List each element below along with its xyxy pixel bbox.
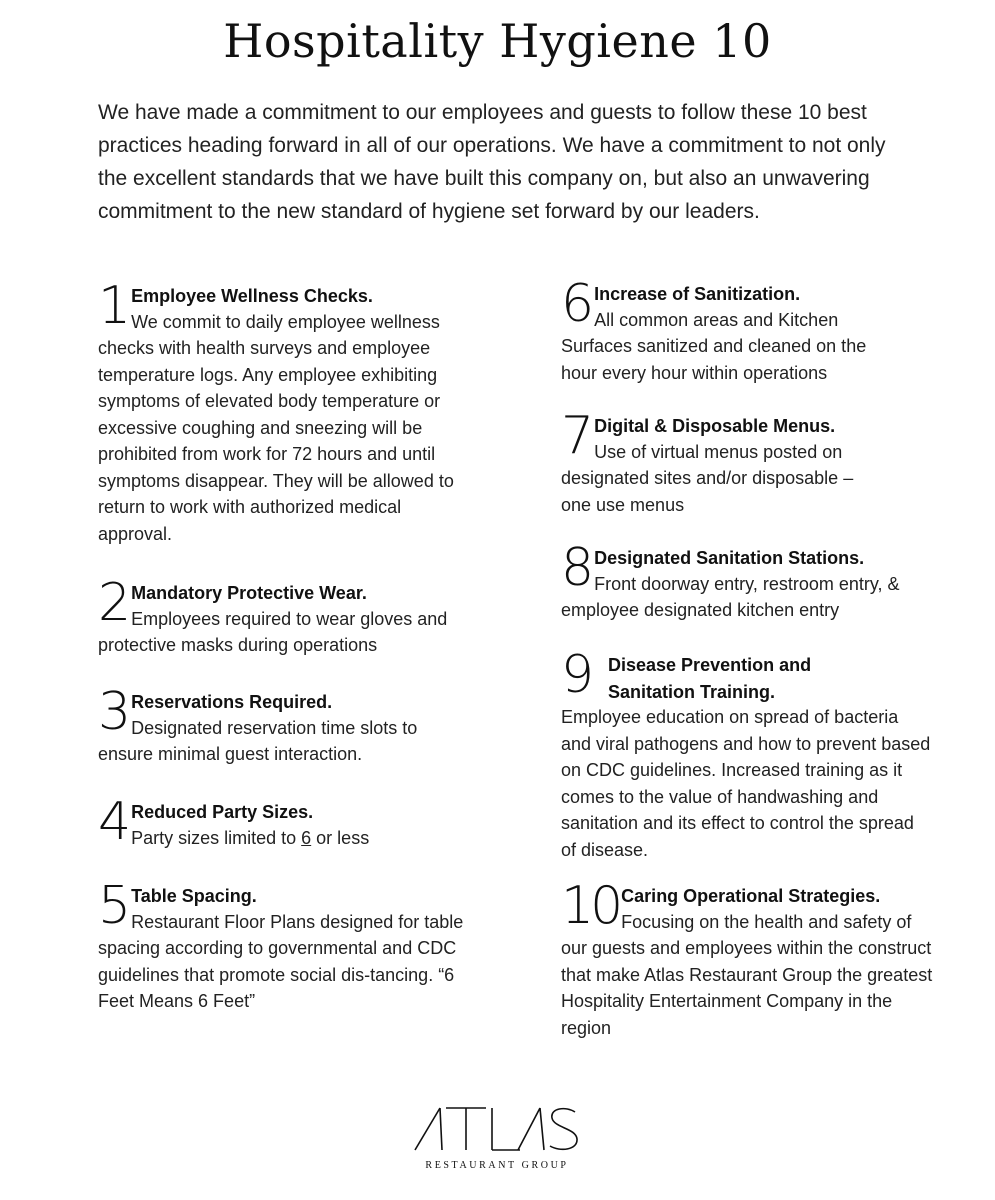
logo-subtitle: RESTAURANT GROUP (425, 1160, 569, 1171)
item-heading: Designated Sanitation Stations. (594, 548, 865, 568)
item-body: Employees required to wear gloves and protective masks during operations (98, 608, 448, 655)
item-heading: Reservations Required. (131, 692, 333, 712)
practice-item-4 (98, 792, 478, 852)
practice-item-3 (98, 682, 443, 768)
item-body: Employee education on spread of bacteria and viral pathogens and how to prevent based on CDC guidelines. Increased training as it comes to the value of handwashing and sanitation and its effect to control the spread of disease. (561, 707, 931, 860)
item-heading: Caring Operational Strategies. (621, 886, 881, 906)
item-number: 4 (98, 792, 132, 852)
intro-paragraph: We have made a commitment to our employees and guests to follow these 10 best practices heading forward in all of our operations. We have a commitment to not only the excellent standards that we have built this company on, but also an unwavering commitment to the new standard of hygiene set forward by our leaders. (98, 101, 886, 223)
practice-item-7 (561, 406, 881, 518)
practice-item-5 (98, 876, 466, 1015)
atlas-logo (0, 1100, 995, 1180)
item-body: Restaurant Floor Plans designed for table spacing according to governmental and CDC guidelines that promote social dis-tancing. “6 Feet Means 6 Feet” (98, 911, 464, 1011)
item-body-after: or less (311, 827, 370, 848)
item-number: 6 (561, 274, 595, 334)
item-number: 2 (98, 573, 132, 633)
item-body: All common areas and Kitchen Surfaces sanitized and cleaned on the hour every hour within operations (561, 309, 867, 383)
item-body: Front doorway entry, restroom entry, & employee designated kitchen entry (561, 573, 900, 620)
item-heading: Table Spacing. (131, 886, 257, 906)
item-heading: Disease Prevention and Sanitation Training. (608, 655, 812, 702)
item-number: 8 (561, 538, 595, 598)
item-heading: Digital & Disposable Menus. (594, 416, 836, 436)
item-heading: Employee Wellness Checks. (131, 286, 373, 306)
item-number: 9 (561, 645, 595, 705)
item-body: Focusing on the health and safety of our guests and employees within the construct that make Atlas Restaurant Group the greatest Hospitality Entertainment Company in the region (561, 911, 933, 1038)
item-body: Designated reservation time slots to ensure minimal guest interaction. (98, 717, 418, 764)
item-body-before: Party sizes limited to (131, 827, 302, 848)
practice-item-8 (561, 538, 941, 624)
practice-item-9 (561, 645, 931, 863)
item-body: Use of virtual menus posted on designated sites and/or disposable – one use menus (561, 441, 854, 515)
item-number: 7 (561, 406, 595, 466)
item-heading: Increase of Sanitization. (594, 284, 801, 304)
practice-item-2 (98, 573, 458, 659)
item-number: 5 (98, 876, 132, 936)
item-number: 3 (98, 682, 132, 742)
practice-item-6 (561, 274, 881, 386)
item-heading: Mandatory Protective Wear. (131, 583, 367, 603)
item-number: 10 (561, 876, 620, 936)
item-number: 1 (98, 276, 132, 336)
item-heading: Reduced Party Sizes. (131, 802, 314, 822)
item-body: We commit to daily employee wellness checks with health surveys and employee temperature logs. Any employee exhibiting symptoms of elevated body temperature or excessive coughing and sneezing will be prohibited from work for 72 hours and until symptoms disappear. They will be allowed to return to work with authorized medical approval. (98, 311, 454, 544)
practice-item-10 (561, 876, 941, 1041)
atlas-wordmark (415, 1108, 577, 1150)
item-body-underlined: 6 (301, 827, 312, 848)
page-title: Hospitality Hygiene 10 (223, 14, 772, 68)
practice-item-1 (98, 276, 478, 547)
